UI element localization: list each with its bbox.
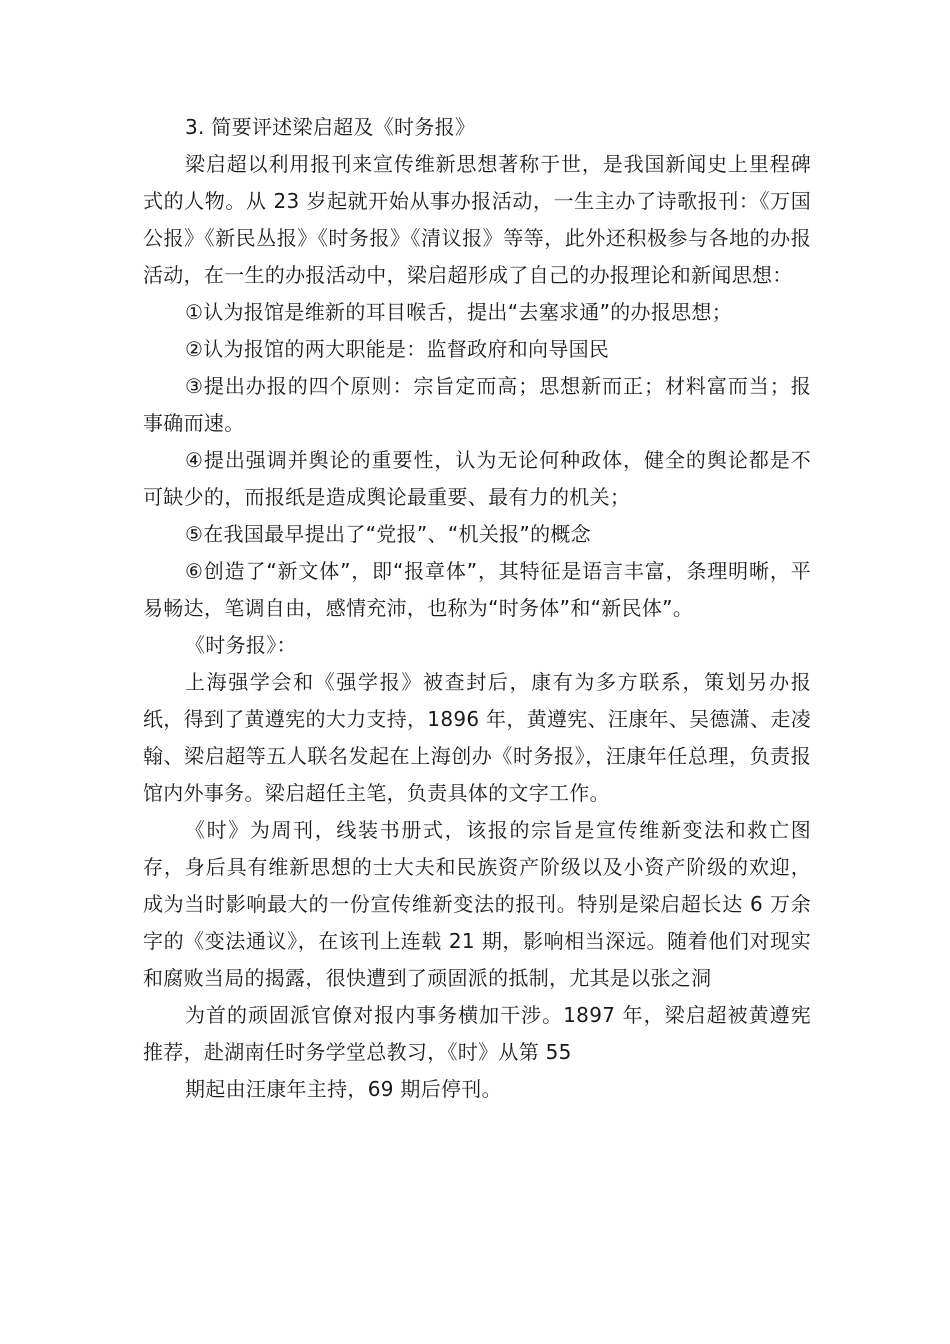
list-item-4: ④提出强调并舆论的重要性，认为无论何种政体，健全的舆论都是不可缺少的，而报纸是造成舆论最重要、最有力的机关；	[143, 448, 811, 509]
document-body	[143, 109, 811, 1108]
paragraph-founding: 上海强学会和《强学报》被查封后，康有为多方联系，策划另办报纸，得到了黄遵宪的大力支持，1896 年，黄遵宪、汪康年、吴德潇、走凌翰、梁启超等五人联名发起在上海创办《时务报》，汪康年任总理，负责报馆内外事务。梁启超任主笔，负责具体的文字工作。	[143, 670, 811, 805]
paragraph-closing: 期起由汪康年主持，69 期后停刊。	[185, 1077, 502, 1101]
paragraph-weekly: 《时》为周刊，线装书册式，该报的宗旨是宣传维新变法和救亡图存，身后具有维新思想的士大夫和民族资产阶级以及小资产阶级的欢迎，成为当时影响最大的一份宣传维新变法的报刊。特别是梁启超长达 6 万余字的《变法通议》，在该刊上连载 21 期，影响相当深远。随着他们对现实和腐败当局的揭露，很快遭到了顽固派的抵制，尤其是以张之洞	[143, 818, 811, 990]
paragraph-interference: 为首的顽固派官僚对报内事务横加干涉。1897 年，梁启超被黄遵宪推荐，赴湖南任时务学堂总教习，《时》从第 55	[143, 1003, 811, 1064]
section-heading: 3. 简要评述梁启超及《时务报》	[185, 115, 476, 139]
list-item-1: ①认为报馆是维新的耳目喉舌，提出“去塞求通”的办报思想；	[185, 300, 733, 324]
subheading-shiwubao: 《时务报》：	[185, 633, 297, 657]
list-item-6: ⑥创造了“新文体”，即“报章体”，其特征是语言丰富，条理明晰，平易畅达，笔调自由，感情充沛，也称为“时务体”和“新民体”。	[143, 559, 811, 620]
list-item-5: ⑤在我国最早提出了“党报”、“机关报”的概念	[185, 522, 591, 546]
paragraph-intro: 梁启超以利用报刊来宣传维新思想著称于世，是我国新闻史上里程碑式的人物。从 23 岁起就开始从事办报活动，一生主办了诗歌报刊：《万国公报》《新民丛报》《时务报》《清议报》等等，此外还积极参与各地的办报活动，在一生的办报活动中，梁启超形成了自己的办报理论和新闻思想：	[143, 152, 811, 287]
list-item-3: ③提出办报的四个原则：宗旨定而高；思想新而正；材料富而当；报事确而速。	[143, 374, 811, 435]
list-item-2: ②认为报馆的两大职能是：监督政府和向导国民	[185, 337, 610, 361]
